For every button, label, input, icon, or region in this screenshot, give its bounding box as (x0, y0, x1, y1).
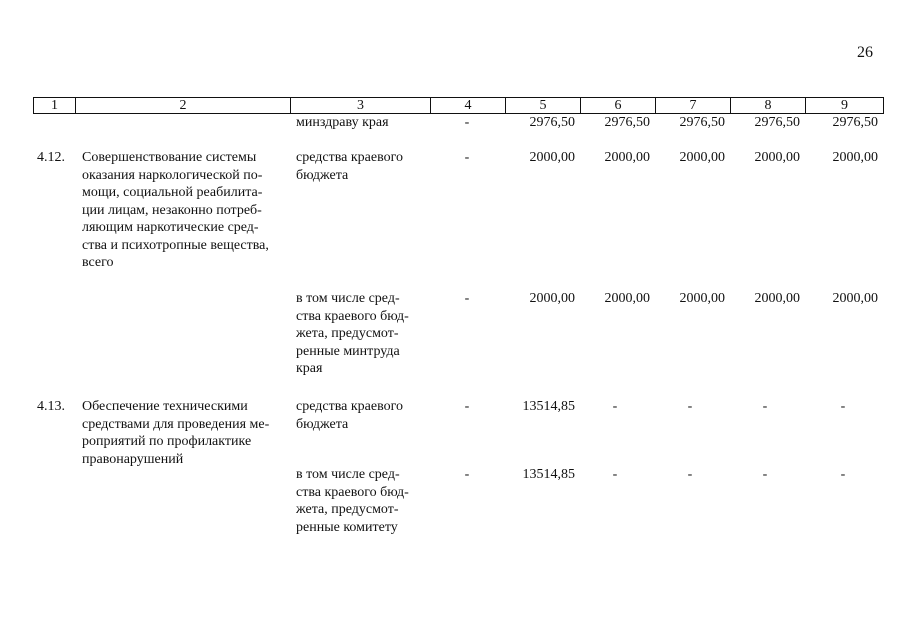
measure-description: Совершенствование системы оказания наркологической по- мощи, социальной реабилита- ции лицам, незаконно потреб- ляющим наркотические сред- ства и психотропные вещества, всего (82, 150, 269, 270)
value-col7: - (687, 467, 693, 482)
page-number: 26 (857, 44, 873, 61)
value-col9: - (840, 467, 846, 482)
value-col9: 2000,00 (832, 150, 878, 165)
col4-value: - (464, 150, 470, 165)
header-col-6: 6 (581, 98, 656, 114)
value-col8: 2000,00 (754, 150, 800, 165)
value-col7: 2000,00 (679, 150, 725, 165)
header-col-5: 5 (506, 98, 581, 114)
header-col-9: 9 (806, 98, 884, 114)
value-col5: 13514,85 (522, 399, 575, 414)
value-col6: - (612, 467, 618, 482)
header-col-2: 2 (76, 98, 291, 114)
row-number: 4.12. (37, 150, 65, 165)
value-col5: 2000,00 (529, 150, 575, 165)
row-number: 4.13. (37, 399, 65, 414)
funding-source: средства краевого бюджета (296, 150, 403, 183)
col4-value: - (464, 291, 470, 306)
value-col8: - (762, 467, 768, 482)
value-col7: - (687, 399, 693, 414)
value-col8: 2976,50 (754, 115, 800, 130)
col4-value: - (464, 467, 470, 482)
funding-source: в том числе сред- ства краевого бюд- жета, предусмот- ренные комитету (296, 467, 409, 535)
funding-source: средства краевого бюджета (296, 399, 403, 432)
value-col7: 2976,50 (679, 115, 725, 130)
col4-value: - (464, 115, 470, 130)
table-header (33, 97, 884, 114)
value-col5: 2000,00 (529, 291, 575, 306)
value-col7: 2000,00 (679, 291, 725, 306)
value-col9: 2000,00 (832, 291, 878, 306)
value-col8: - (762, 399, 768, 414)
funding-source: в том числе сред- ства краевого бюд- жета, предусмот- ренные минтруда края (296, 291, 409, 376)
header-col-1: 1 (34, 98, 76, 114)
value-col6: - (612, 399, 618, 414)
value-col6: 2976,50 (604, 115, 650, 130)
value-col5: 2976,50 (529, 115, 575, 130)
header-col-4: 4 (431, 98, 506, 114)
value-col8: 2000,00 (754, 291, 800, 306)
measure-description: Обеспечение техническими средствами для проведения ме- роприятий по профилактике правонарушений (82, 399, 270, 467)
value-col6: 2000,00 (604, 291, 650, 306)
header-col-8: 8 (731, 98, 806, 114)
value-col5: 13514,85 (522, 467, 575, 482)
funding-source: минздраву края (296, 115, 389, 130)
value-col9: - (840, 399, 846, 414)
header-col-7: 7 (656, 98, 731, 114)
value-col9: 2976,50 (832, 115, 878, 130)
header-col-3: 3 (291, 98, 431, 114)
value-col6: 2000,00 (604, 150, 650, 165)
col4-value: - (464, 399, 470, 414)
